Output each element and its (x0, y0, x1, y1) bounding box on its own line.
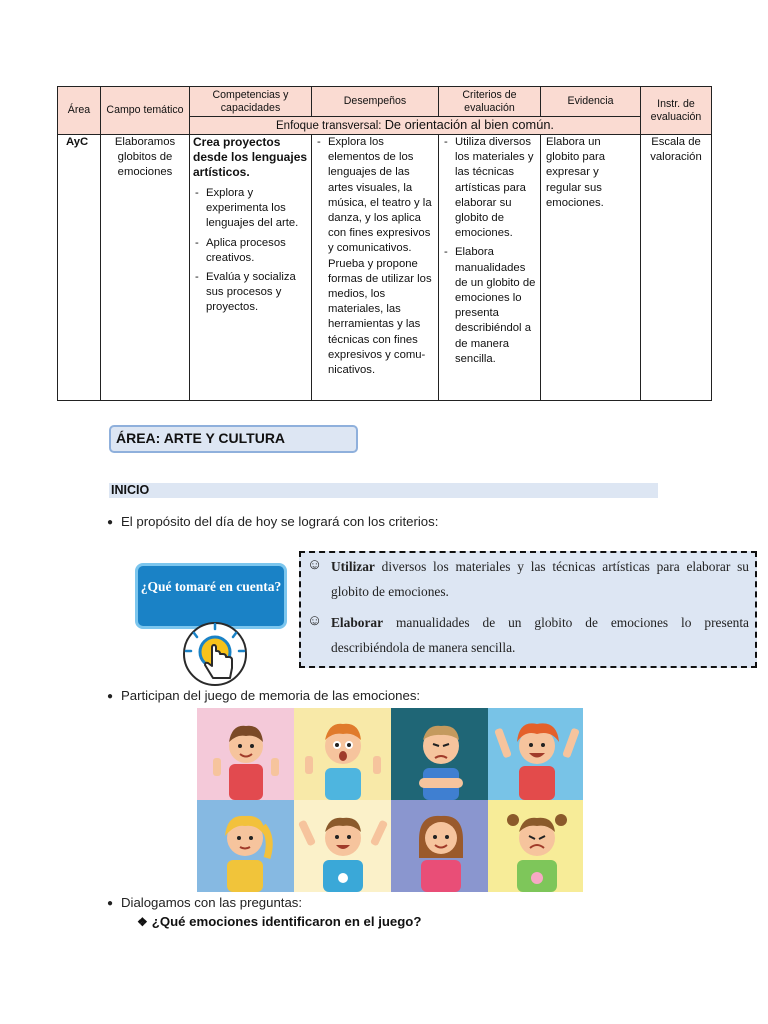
header-campo: Campo temático (101, 87, 190, 135)
inicio-heading: INICIO (109, 483, 658, 498)
criterio-utilizar (307, 554, 749, 604)
pregunta-text: ¿Qué emociones identificaron en el juego? (151, 914, 422, 929)
criterio-item: - Elabora manualidades de un globito de emociones lo presenta describiéndol a de manera sencilla. (442, 245, 537, 367)
capacidad-item: - Evalúa y socializa sus procesos y proyectos. (193, 270, 308, 316)
cell-area: AyC (58, 135, 101, 401)
cell-evidencia: Elabora un globito para expresar y regular sus emociones. (541, 135, 641, 401)
capacidad-item: - Aplica procesos creativos. (193, 236, 308, 266)
header-competencias: Competencias y capacidades (190, 87, 312, 117)
criterio-item: - Utiliza diversos los materiales y las técnicas artísticas para elaborar su globito de emociones. (442, 135, 537, 241)
criterio-rest: diversos los materiales y las técnicas artísticas para elaborar su globito de emociones. (331, 559, 749, 599)
diamond-bullet-icon: ❖ (137, 915, 148, 929)
smiley-icon: ☺ (307, 613, 323, 629)
enfoque-transversal (190, 117, 641, 135)
bullet-dot-icon: ● (107, 898, 114, 909)
pregunta-line (137, 914, 421, 930)
bullet-proposito (107, 514, 438, 531)
capacidades-list (193, 186, 308, 316)
que-tomare-button[interactable]: ¿Qué tomaré en cuenta? (135, 563, 287, 629)
criterio-bold: Utilizar (331, 559, 375, 574)
desempeno-item: - Explora los elementos de los lenguajes de las artes visuales, la música, el teatro y la danza, y los aplica con fines expresivos y comunicativos. (315, 135, 435, 257)
emotions-grid-image (197, 708, 583, 892)
desempenos-list (315, 135, 435, 257)
header-area: Área (58, 87, 101, 135)
criterio-rest: manualidades de un globito de emociones lo presenta describiéndola de manera sencilla. (331, 615, 749, 655)
header-instr: Instr. de evaluación (641, 87, 712, 135)
cell-campo: Elaboramos globitos de emociones (101, 135, 190, 401)
dialogamos-text: Dialogamos con las preguntas: (121, 895, 303, 910)
header-criterios: Criterios de evaluación (439, 87, 541, 117)
bullet-dot-icon: ● (107, 691, 114, 702)
criterio-elaborar (307, 610, 749, 660)
header-evidencia: Evidencia (541, 87, 641, 117)
area-title: ÁREA: ARTE Y CULTURA (109, 425, 358, 453)
bullet-participan (107, 688, 420, 705)
planning-table (57, 86, 712, 401)
desempeno-text: Prueba y propone formas de utilizar los medios, los materiales, las herramientas y las técnicas con fines expresivos y comu-nicativos. (328, 257, 432, 377)
enfoque-label: Enfoque transversal: (276, 120, 382, 132)
proposito-text: El propósito del día de hoy se logrará con los criterios: (121, 514, 439, 529)
kid-7 (419, 816, 463, 892)
cell-desempenos (312, 135, 439, 401)
hand-pointer-icon (178, 618, 252, 688)
smiley-icon: ☺ (307, 557, 323, 573)
criterio-bold: Elaborar (331, 615, 384, 630)
bullet-dot-icon: ● (107, 517, 114, 528)
enfoque-value: De orientación al bien común. (384, 117, 554, 132)
criterios-list (442, 135, 537, 367)
participan-text: Participan del juego de memoria de las emociones: (121, 688, 421, 703)
competencia-title: Crea proyectos desde los lenguajes artísticos. (193, 135, 308, 179)
bullet-dialogamos (107, 895, 302, 912)
cell-competencias (190, 135, 312, 401)
capacidad-item: - Explora y experimenta los lenguajes del arte. (193, 186, 308, 232)
criterios-box (299, 551, 757, 668)
cell-instr: Escala de valoración (641, 135, 712, 401)
header-desempenos: Desempeños (312, 87, 439, 117)
cell-criterios (439, 135, 541, 401)
